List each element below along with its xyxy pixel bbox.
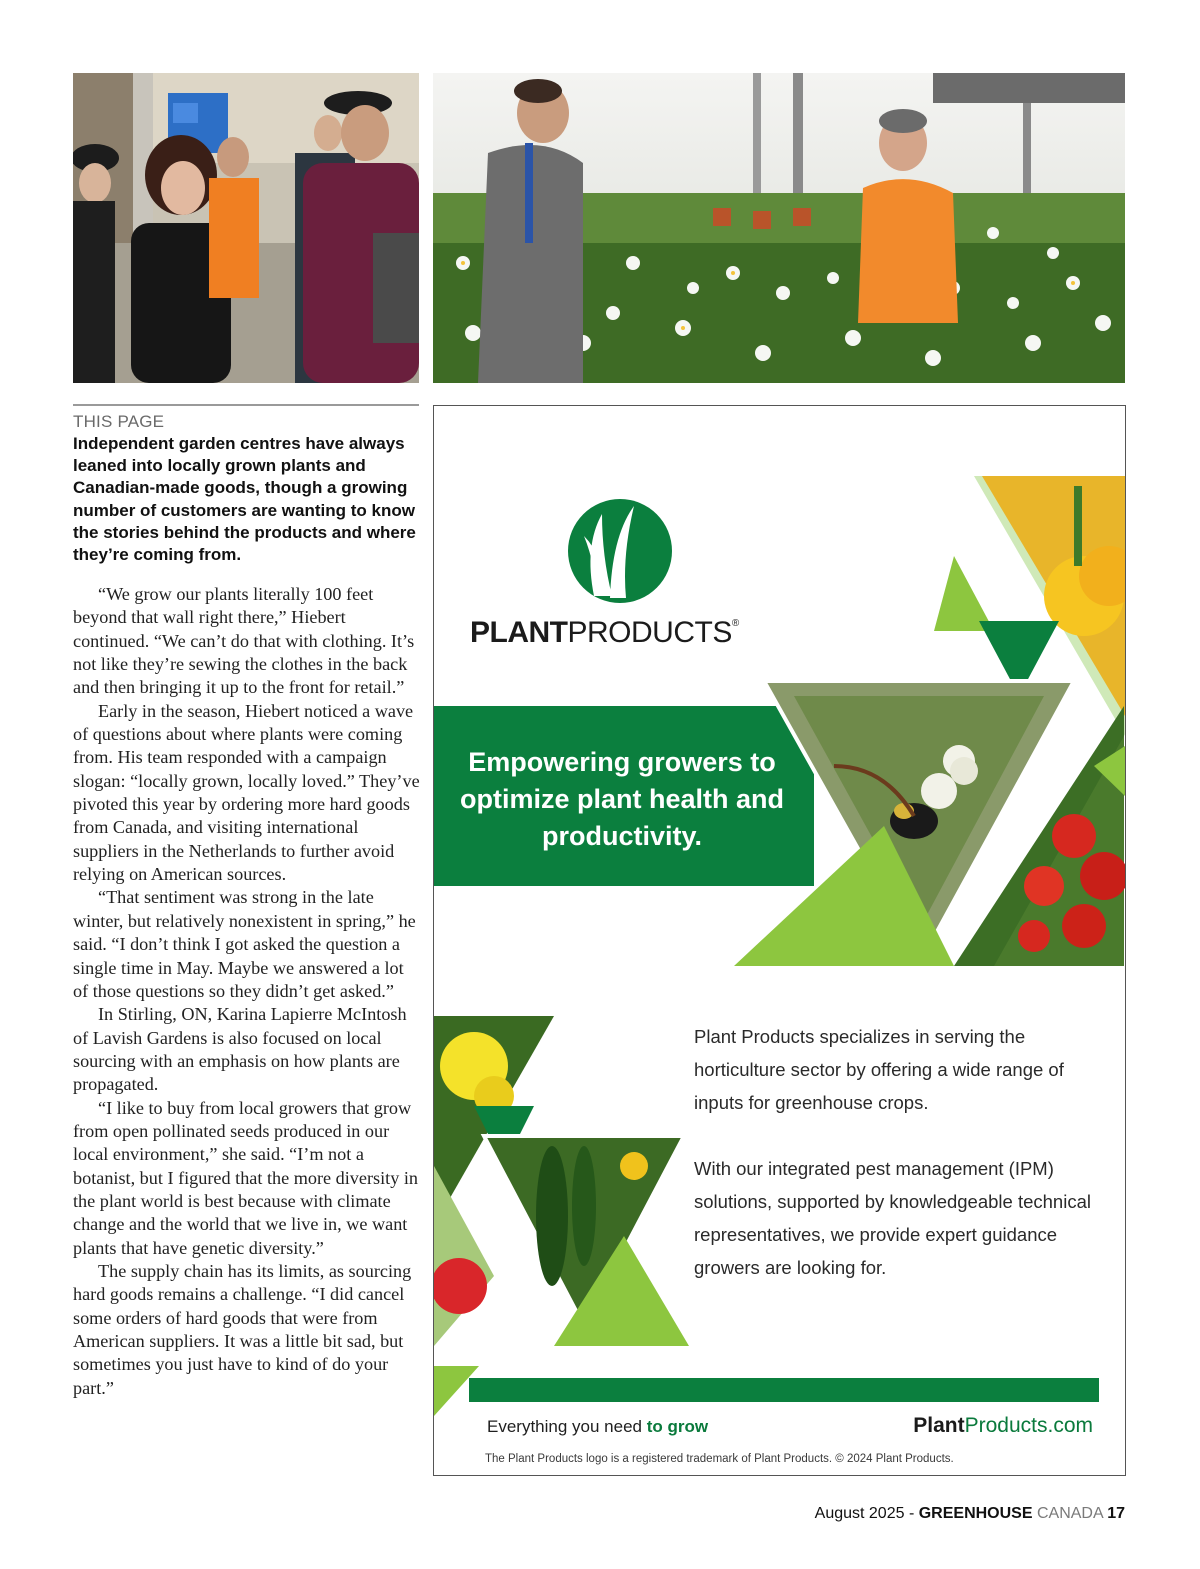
plant-products-logo-icon: [568, 499, 672, 603]
visitors-photo: [73, 73, 419, 383]
article-paragraph: “We grow our plants literally 100 feet beyond that wall right there,” Hiebert continued. “We can’t do that with clothing. It’s not like they’re sewing the clothes in the back and then bringing it up to the front for retail.”: [73, 584, 415, 698]
ad-tagline-text: Everything you need: [487, 1417, 647, 1436]
ad-tagline-emphasis: to grow: [646, 1417, 709, 1436]
ad-description-paragraph: Plant Products specializes in serving the horticulture sector by offering a wide range of inputs for greenhouse crops.: [694, 1026, 1064, 1113]
ad-description-paragraph: With our integrated pest management (IPM) solutions, supported by knowledgeable technical representatives, we provide expert guidance growers are looking for.: [694, 1158, 1091, 1278]
ad-website-link[interactable]: [913, 1414, 1093, 1438]
footer-date: August 2025 -: [814, 1505, 919, 1522]
article-paragraph: “I like to buy from local growers that grow from open pollinated seeds produced in our local environment,” she said. “I’m not a botanist, but I figured that the more diversity in the plant world is best because with climate change and the world that we live in, we want plants that have genetic diversity.”: [73, 1097, 418, 1258]
page-footer: [815, 1505, 1125, 1523]
article-body: [73, 583, 420, 1400]
page-number: 17: [1107, 1505, 1125, 1522]
ad-tagline: [487, 1417, 708, 1437]
footer-magazine-light: CANADA: [1032, 1505, 1108, 1522]
article-paragraph: The supply chain has its limits, as sourcing hard goods remains a challenge. “I did cancel some orders of hard goods that were from American suppliers. It was a little bit sad, but sometimes you just have to kind of do your part.”: [73, 1260, 412, 1398]
caption-text: Independent garden centres have always leaned into locally grown plants and Canadian-made goods, though a growing number of customers are wanting to know the stories behind the products and where they’re coming from.: [73, 434, 416, 565]
article-paragraph: In Stirling, ON, Karina Lapierre McIntosh of Lavish Gardens is also focused on local sourcing with an emphasis on how plants are propagated.: [73, 1004, 407, 1095]
ad-brand-bold: PLANT: [470, 616, 568, 649]
caption-divider: [73, 404, 419, 406]
ad-description: [694, 1020, 1094, 1284]
ad-artwork: [434, 406, 1125, 1475]
ad-url-light: Products.com: [964, 1414, 1093, 1437]
plant-products-advertisement: [433, 405, 1126, 1476]
article-paragraph: Early in the season, Hiebert noticed a wave of questions about where plants were coming from. His team responded with a campaign slogan: “locally grown, locally loved.” They’ve pivoted this year by ordering more hard goods from Canada, and visiting international suppliers in the Netherlands to further avoid relying on American sources.: [73, 700, 420, 885]
caption-label: THIS PAGE: [73, 412, 165, 431]
ad-brand-wordmark: [470, 616, 739, 650]
ad-brand-light: PRODUCTS: [567, 616, 732, 649]
ad-brand-mark: ®: [731, 618, 739, 629]
ad-headline: Empowering growers to optimize plant health and productivity.: [459, 747, 784, 851]
article-paragraph: “That sentiment was strong in the late winter, but relatively nonexistent in spring,” he said. “I don’t think I got asked the question a single time in May. Maybe we answered a lot of those questions so they didn’t get asked.”: [73, 887, 416, 1001]
ad-legal-notice: The Plant Products logo is a registered trademark of Plant Products. © 2024 Plant Products.: [485, 1453, 954, 1465]
greenhouse-photo: [433, 73, 1125, 383]
ad-url-bold: Plant: [913, 1414, 965, 1437]
footer-magazine-bold: GREENHOUSE: [918, 1505, 1033, 1522]
